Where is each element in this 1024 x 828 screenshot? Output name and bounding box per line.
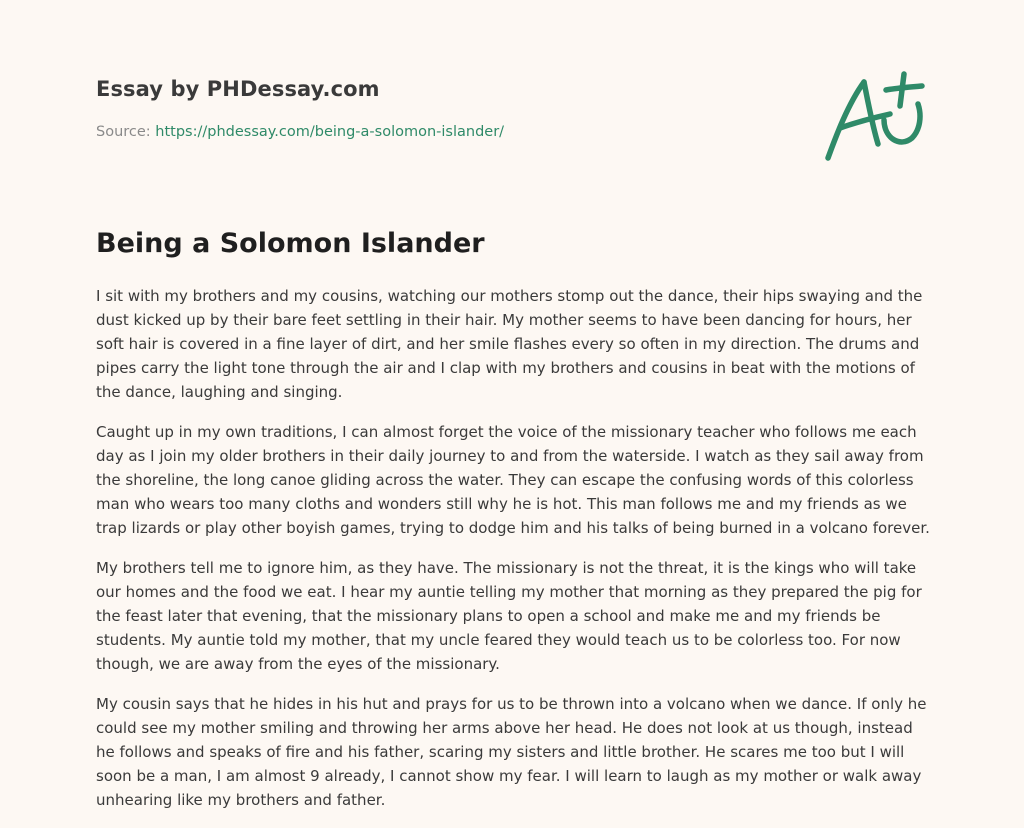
source-label: Source: — [96, 124, 151, 140]
essay-title: Being a Solomon Islander — [96, 228, 485, 259]
source-link[interactable]: https://phdessay.com/being-a-solomon-islander/ — [155, 124, 505, 140]
essay-paragraph: My cousin says that he hides in his hut and prays for us to be thrown into a volcano when we dance. If only he could see my mother smiling and throwing her arms above her head. He does not look at us though, instead he follows and speaks of fire and his father, scaring my sisters and little brother. He scares me too but I will soon be a man, I am almost 9 already, I cannot show my fear. I will learn to laugh as my mother or walk away unhearing like my brothers and father. — [96, 695, 927, 809]
source-line — [96, 124, 504, 140]
a-plus-grade-icon — [824, 68, 928, 164]
essay-body — [96, 284, 932, 828]
essay-paragraph: My brothers tell me to ignore him, as they have. The missionary is not the threat, it is the kings who will take our homes and the food we eat. I hear my auntie telling my mother that morning as they prepared the pig for the feast later that evening, that the missionary plans to open a school and make me and my friends be students. My auntie told my mother, that my uncle feared they would teach us to be colorless too. For now though, we are away from the eyes of the missionary. — [96, 559, 922, 673]
essay-paragraph: I sit with my brothers and my cousins, watching our mothers stomp out the dance, their hips swaying and the dust kicked up by their bare feet settling in their hair. My mother seems to have been dancing for hours, her soft hair is covered in a fine layer of dirt, and her smile flashes every so often in my direction. The drums and pipes carry the light tone through the air and I clap with my brothers and cousins in beat with the motions of the dance, laughing and singing. — [96, 287, 923, 401]
essay-paragraph: Caught up in my own traditions, I can almost forget the voice of the missionary teacher who follows me each day as I join my older brothers in their daily journey to and from the waterside. I watch as they sail away from the shoreline, the long canoe gliding across the water. They can escape the confusing words of this colorless man who wears too many cloths and wonders still why he is hot. This man follows me and my friends as we trap lizards or play other boyish games, trying to dodge him and his talks of being burned in a volcano forever. — [96, 423, 930, 537]
brand-title: Essay by PHDessay.com — [96, 77, 380, 101]
